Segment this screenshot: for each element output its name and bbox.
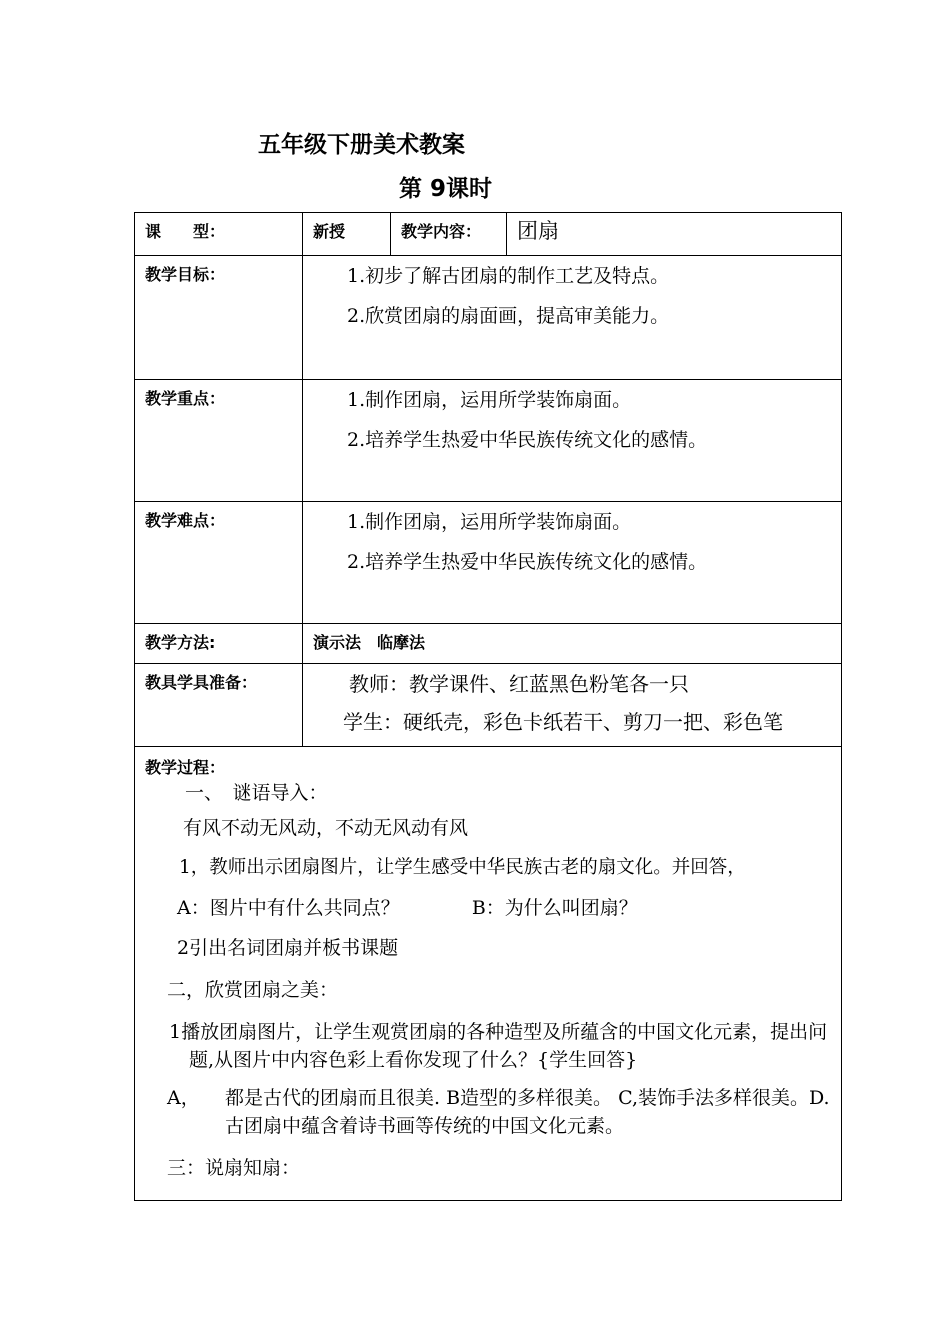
process-answer <box>145 1084 835 1140</box>
row-type <box>135 213 842 256</box>
difficulty-line: 2.培养学生热爱中华民族传统文化的感情。 <box>347 551 708 573</box>
row-tools <box>135 664 842 747</box>
lesson-number: 第 9课时 <box>399 176 493 202</box>
tools-teacher: 教师：教学课件、红蓝黑色粉笔各一只 <box>349 672 689 696</box>
process-paragraph: 1播放团扇图片，让学生观赏团扇的各种造型及所蕴含的中国文化元素，提出问题,从图片中内容色彩上看你发现了什么？{学生回答} <box>169 1021 828 1071</box>
key-point-line: 2.培养学生热爱中华民族传统文化的感情。 <box>347 429 708 451</box>
type-value: 新授 <box>303 213 391 256</box>
tools-label: 教具学具准备： <box>135 664 303 747</box>
page-title: 五年级下册美术教案 <box>258 132 465 158</box>
process-paragraph: 有风不动无风动，不动无风动有风 <box>183 817 469 839</box>
row-process <box>135 747 842 1201</box>
methods-label: 教学方法: <box>135 624 303 664</box>
row-difficulties <box>135 502 842 624</box>
difficulties-label: 教学难点： <box>135 502 303 624</box>
process-paragraph: 二，欣赏团扇之美： <box>167 979 339 1001</box>
key-point-line: 1.制作团扇，运用所学装饰扇面。 <box>347 389 632 411</box>
row-key-points <box>135 380 842 502</box>
content-label: 教学内容： <box>391 213 507 256</box>
process-cell <box>135 747 842 1201</box>
goal-line: 2.欣赏团扇的扇面画，提高审美能力。 <box>347 305 670 327</box>
process-paragraph: 一、 谜语导入： <box>185 782 328 804</box>
process-label: 教学过程： <box>145 758 226 777</box>
type-label: 课 型： <box>135 213 303 256</box>
row-methods <box>135 624 842 664</box>
goal-line: 1.初步了解古团扇的制作工艺及特点。 <box>347 265 670 287</box>
row-goals <box>135 256 842 380</box>
difficulties-cell <box>303 502 842 624</box>
tools-cell <box>303 664 842 747</box>
content-value-cell <box>507 213 842 256</box>
content-value: 团扇 <box>517 219 559 243</box>
difficulty-line: 1.制作团扇，运用所学装饰扇面。 <box>347 511 632 533</box>
methods-value: 演示法 临摩法 <box>303 624 842 664</box>
goals-cell <box>303 256 842 380</box>
process-paragraph: 三：说扇知扇： <box>167 1157 301 1179</box>
lesson-plan-table <box>134 212 842 1201</box>
process-paragraph <box>145 888 835 928</box>
answer-marker: A， <box>167 1087 200 1109</box>
process-paragraph: 2引出名词团扇并板书课题 <box>177 937 399 959</box>
answer-text: 都是古代的团扇而且很美. B造型的多样很美。 C,装饰手法多样很美。D.古团扇中蕴含着诗书画等传统的中国文化元素。 <box>225 1087 830 1137</box>
tools-student: 学生：硬纸壳，彩色卡纸若干、剪刀一把、彩色笔 <box>343 710 783 734</box>
question-b: B：为什么叫团扇？ <box>471 897 638 919</box>
key-points-label: 教学重点： <box>135 380 303 502</box>
key-points-cell <box>303 380 842 502</box>
question-a: A：图片中有什么共同点？ <box>177 897 400 919</box>
goals-label: 教学目标： <box>135 256 303 380</box>
process-paragraph: 1，教师出示团扇图片，让学生感受中华民族古老的扇文化。并回答， <box>179 857 746 878</box>
